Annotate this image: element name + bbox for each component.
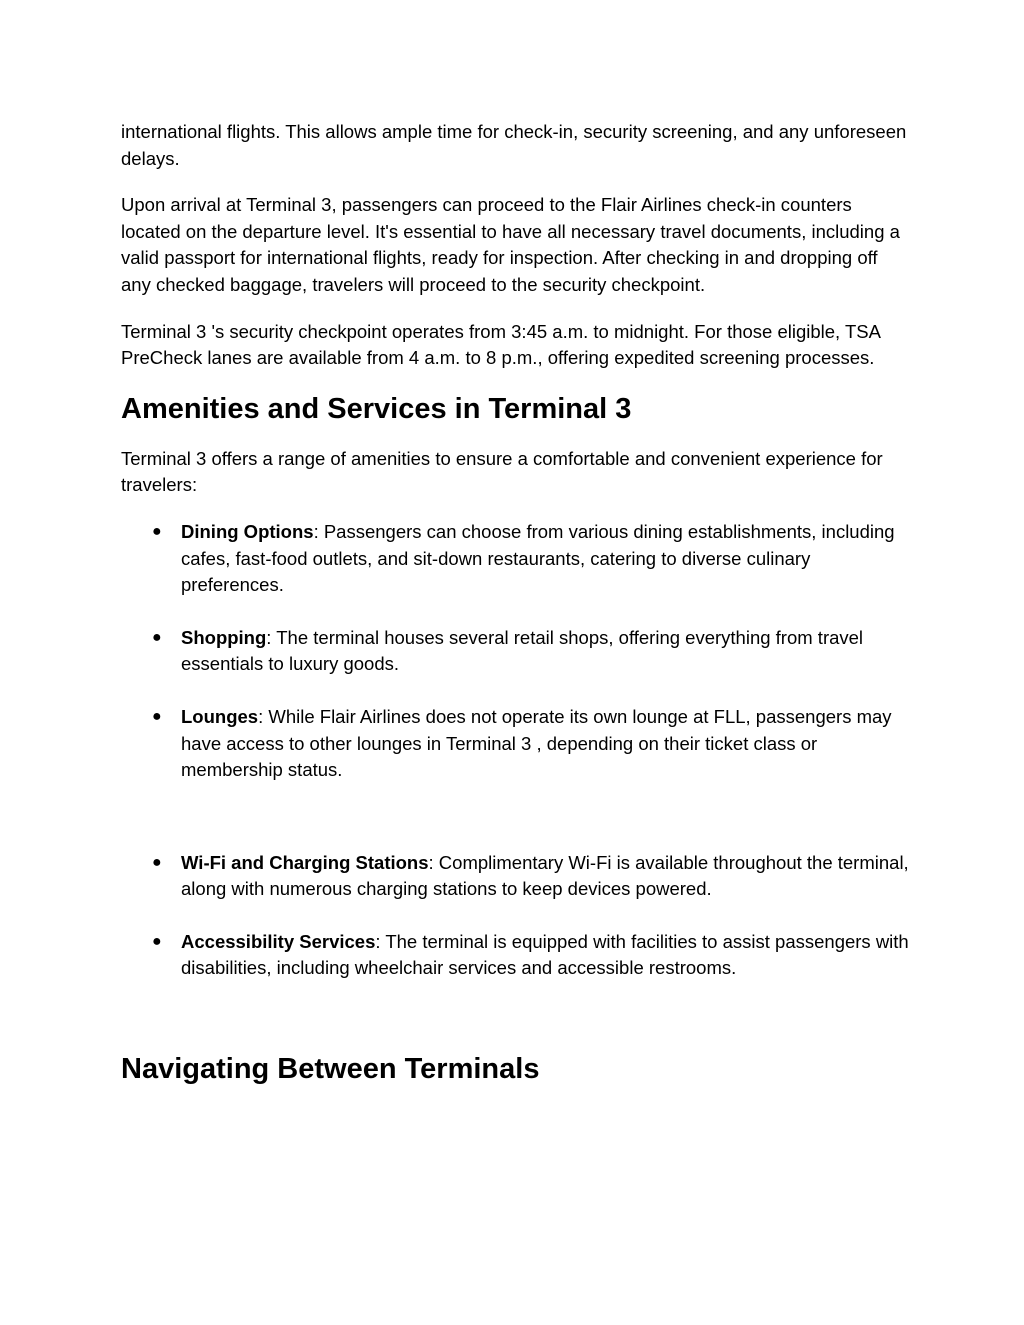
heading-navigating: Navigating Between Terminals — [121, 1053, 540, 1086]
document-page — [121, 119, 911, 1087]
list-item-text: : While Flair Airlines does not operate its own lounge at FLL, passengers may have access to other lounges in Terminal 3 , depending on their ticket class or membership status. — [181, 705, 892, 781]
list-item-text: : The terminal is equipped with facilities to assist passengers with disabilities, including wheelchair services and accessible restrooms. — [181, 930, 909, 979]
list-item-lounges — [121, 704, 911, 784]
list-item-title: Dining Options — [181, 520, 314, 542]
paragraph-amenities-intro: Terminal 3 offers a range of amenities to ensure a comfortable and convenient experience for travelers: — [121, 447, 883, 496]
list-item-accessibility — [121, 929, 911, 982]
list-item-wifi — [121, 850, 911, 903]
list-item-title: Lounges — [181, 705, 259, 727]
bullet-icon: ● — [152, 628, 162, 646]
bullet-icon: ● — [152, 707, 162, 725]
bullet-icon: ● — [152, 853, 162, 871]
list-item-title: Accessibility Services — [181, 930, 376, 952]
list-item-text: : The terminal houses several retail shops, offering everything from travel essentials to luxury goods. — [181, 626, 864, 675]
list-item-shopping — [121, 625, 911, 678]
heading-amenities: Amenities and Services in Terminal 3 — [121, 392, 632, 425]
paragraph-security-hours: Terminal 3 's security checkpoint operates from 3:45 a.m. to midnight. For those eligible, TSA PreCheck lanes are available from 4 a.m. to 8 p.m., offering expedited screening processes. — [121, 320, 880, 369]
bullet-icon: ● — [152, 932, 162, 950]
list-item-title: Shopping — [181, 626, 267, 648]
paragraph-international-flights: international flights. This allows ample time for check-in, security screening, and any unforeseen delays. — [121, 121, 907, 169]
amenities-list — [121, 519, 911, 982]
bullet-icon: ● — [152, 522, 162, 540]
list-item-title: Wi-Fi and Charging Stations — [181, 851, 429, 873]
list-item-text: : Complimentary Wi-Fi is available throughout the terminal, along with numerous charging stations to keep devices powered. — [181, 851, 909, 900]
list-item-text: : Passengers can choose from various dining establishments, including cafes, fast-food outlets, and sit-down restaurants, catering to diverse culinary preferences. — [181, 520, 895, 596]
list-item-dining — [121, 519, 911, 599]
paragraph-check-in: Upon arrival at Terminal 3, passengers can proceed to the Flair Airlines check-in counters located on the departure level. It's essential to have all necessary travel documents, including a valid passport for international flights, ready for inspection. After checking in and dropping off any checked baggage, travelers will proceed to the security checkpoint. — [121, 194, 900, 295]
